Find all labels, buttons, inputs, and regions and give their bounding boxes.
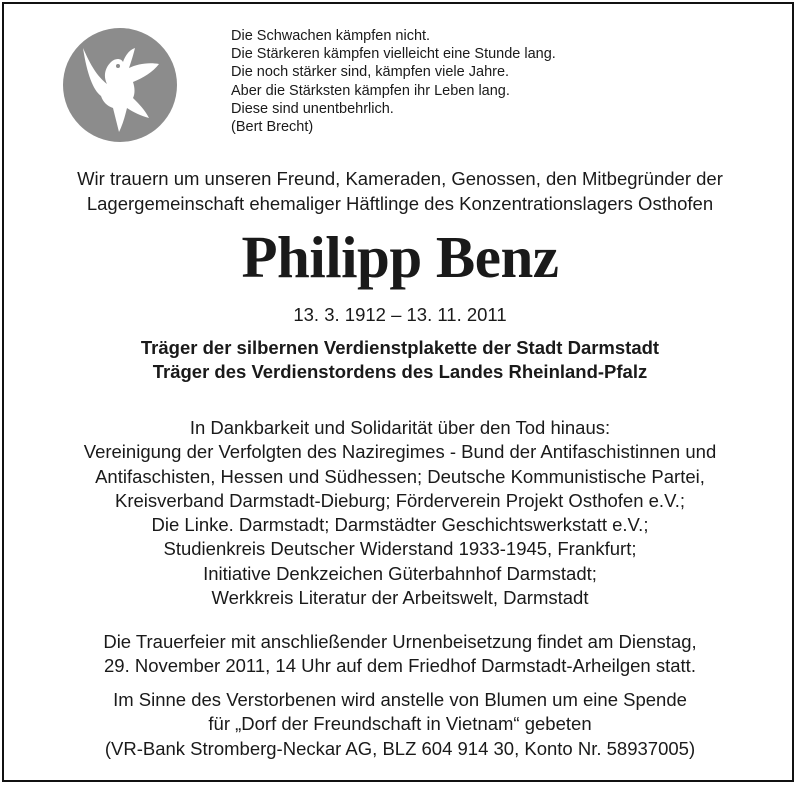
- intro-line: Lagergemeinschaft ehemaliger Häftlinge des Konzentrationslagers Osthofen: [86, 192, 714, 214]
- honors-block: [0, 336, 800, 384]
- intro-text: [0, 167, 800, 216]
- mourner-line: Die Linke. Darmstadt; Darmstädter Geschichtswerkstatt e.V.;: [151, 514, 649, 536]
- poem-line: Die Schwachen kämpfen nicht.: [231, 28, 431, 44]
- funeral-service-info: [0, 630, 800, 679]
- thanks-heading: In Dankbarkeit und Solidarität über den Tod hinaus:: [189, 417, 611, 438]
- deceased-name: Philipp Benz: [241, 224, 559, 290]
- mourner-line: Antifaschisten, Hessen und Südhessen; Deutsche Kommunistische Partei,: [95, 465, 705, 487]
- intro-line: Wir trauern um unseren Freund, Kameraden, Genossen, den Mitbegründer der: [77, 168, 723, 189]
- poem-line: Die Stärkeren kämpfen vielleicht eine Stunde lang.: [231, 46, 556, 63]
- service-line: 29. November 2011, 14 Uhr auf dem Friedhof Darmstadt-Arheilgen statt.: [104, 655, 696, 677]
- poem-author: (Bert Brecht): [231, 119, 314, 136]
- mourner-line: Initiative Denkzeichen Güterbahnhof Darmstadt;: [203, 562, 597, 584]
- mourner-line: Werkkreis Literatur der Arbeitswelt, Darmstadt: [211, 587, 589, 609]
- mourner-line: Vereinigung der Verfolgten des Naziregimes - Bund der Antifaschistinnen und: [83, 441, 717, 463]
- donation-line: für „Dorf der Freundschaft in Vietnam“ gebeten: [208, 713, 592, 735]
- mourner-line: Studienkreis Deutscher Widerstand 1933-1945, Frankfurt;: [163, 538, 637, 560]
- mourner-line: Kreisverband Darmstadt-Dieburg; Förderverein Projekt Osthofen e.V.;: [115, 489, 685, 511]
- poem-line: Diese sind unentbehrlich.: [231, 100, 394, 117]
- service-line: Die Trauerfeier mit anschließender Urnenbeisetzung findet am Dienstag,: [103, 631, 697, 652]
- dove-eye: [116, 64, 120, 68]
- donation-info: [0, 688, 800, 761]
- poem-line: Die noch stärker sind, kämpfen viele Jahre.: [231, 64, 510, 81]
- bank-details: (VR-Bank Stromberg-Neckar AG, BLZ 604 914 30, Konto Nr. 58937005): [104, 737, 696, 759]
- poem-quote: [231, 27, 556, 136]
- dove-icon: [63, 28, 177, 142]
- life-dates: 13. 3. 1912 – 13. 11. 2011: [293, 304, 507, 325]
- mourners-block: [0, 416, 800, 610]
- donation-line: Im Sinne des Verstorbenen wird anstelle von Blumen um eine Spende: [113, 689, 687, 710]
- honor-line: Träger der silbernen Verdienstplakette der Stadt Darmstadt: [140, 337, 660, 358]
- honor-line: Träger des Verdienstordens des Landes Rheinland-Pfalz: [152, 361, 648, 382]
- poem-line: Aber die Stärksten kämpfen ihr Leben lang.: [231, 82, 510, 99]
